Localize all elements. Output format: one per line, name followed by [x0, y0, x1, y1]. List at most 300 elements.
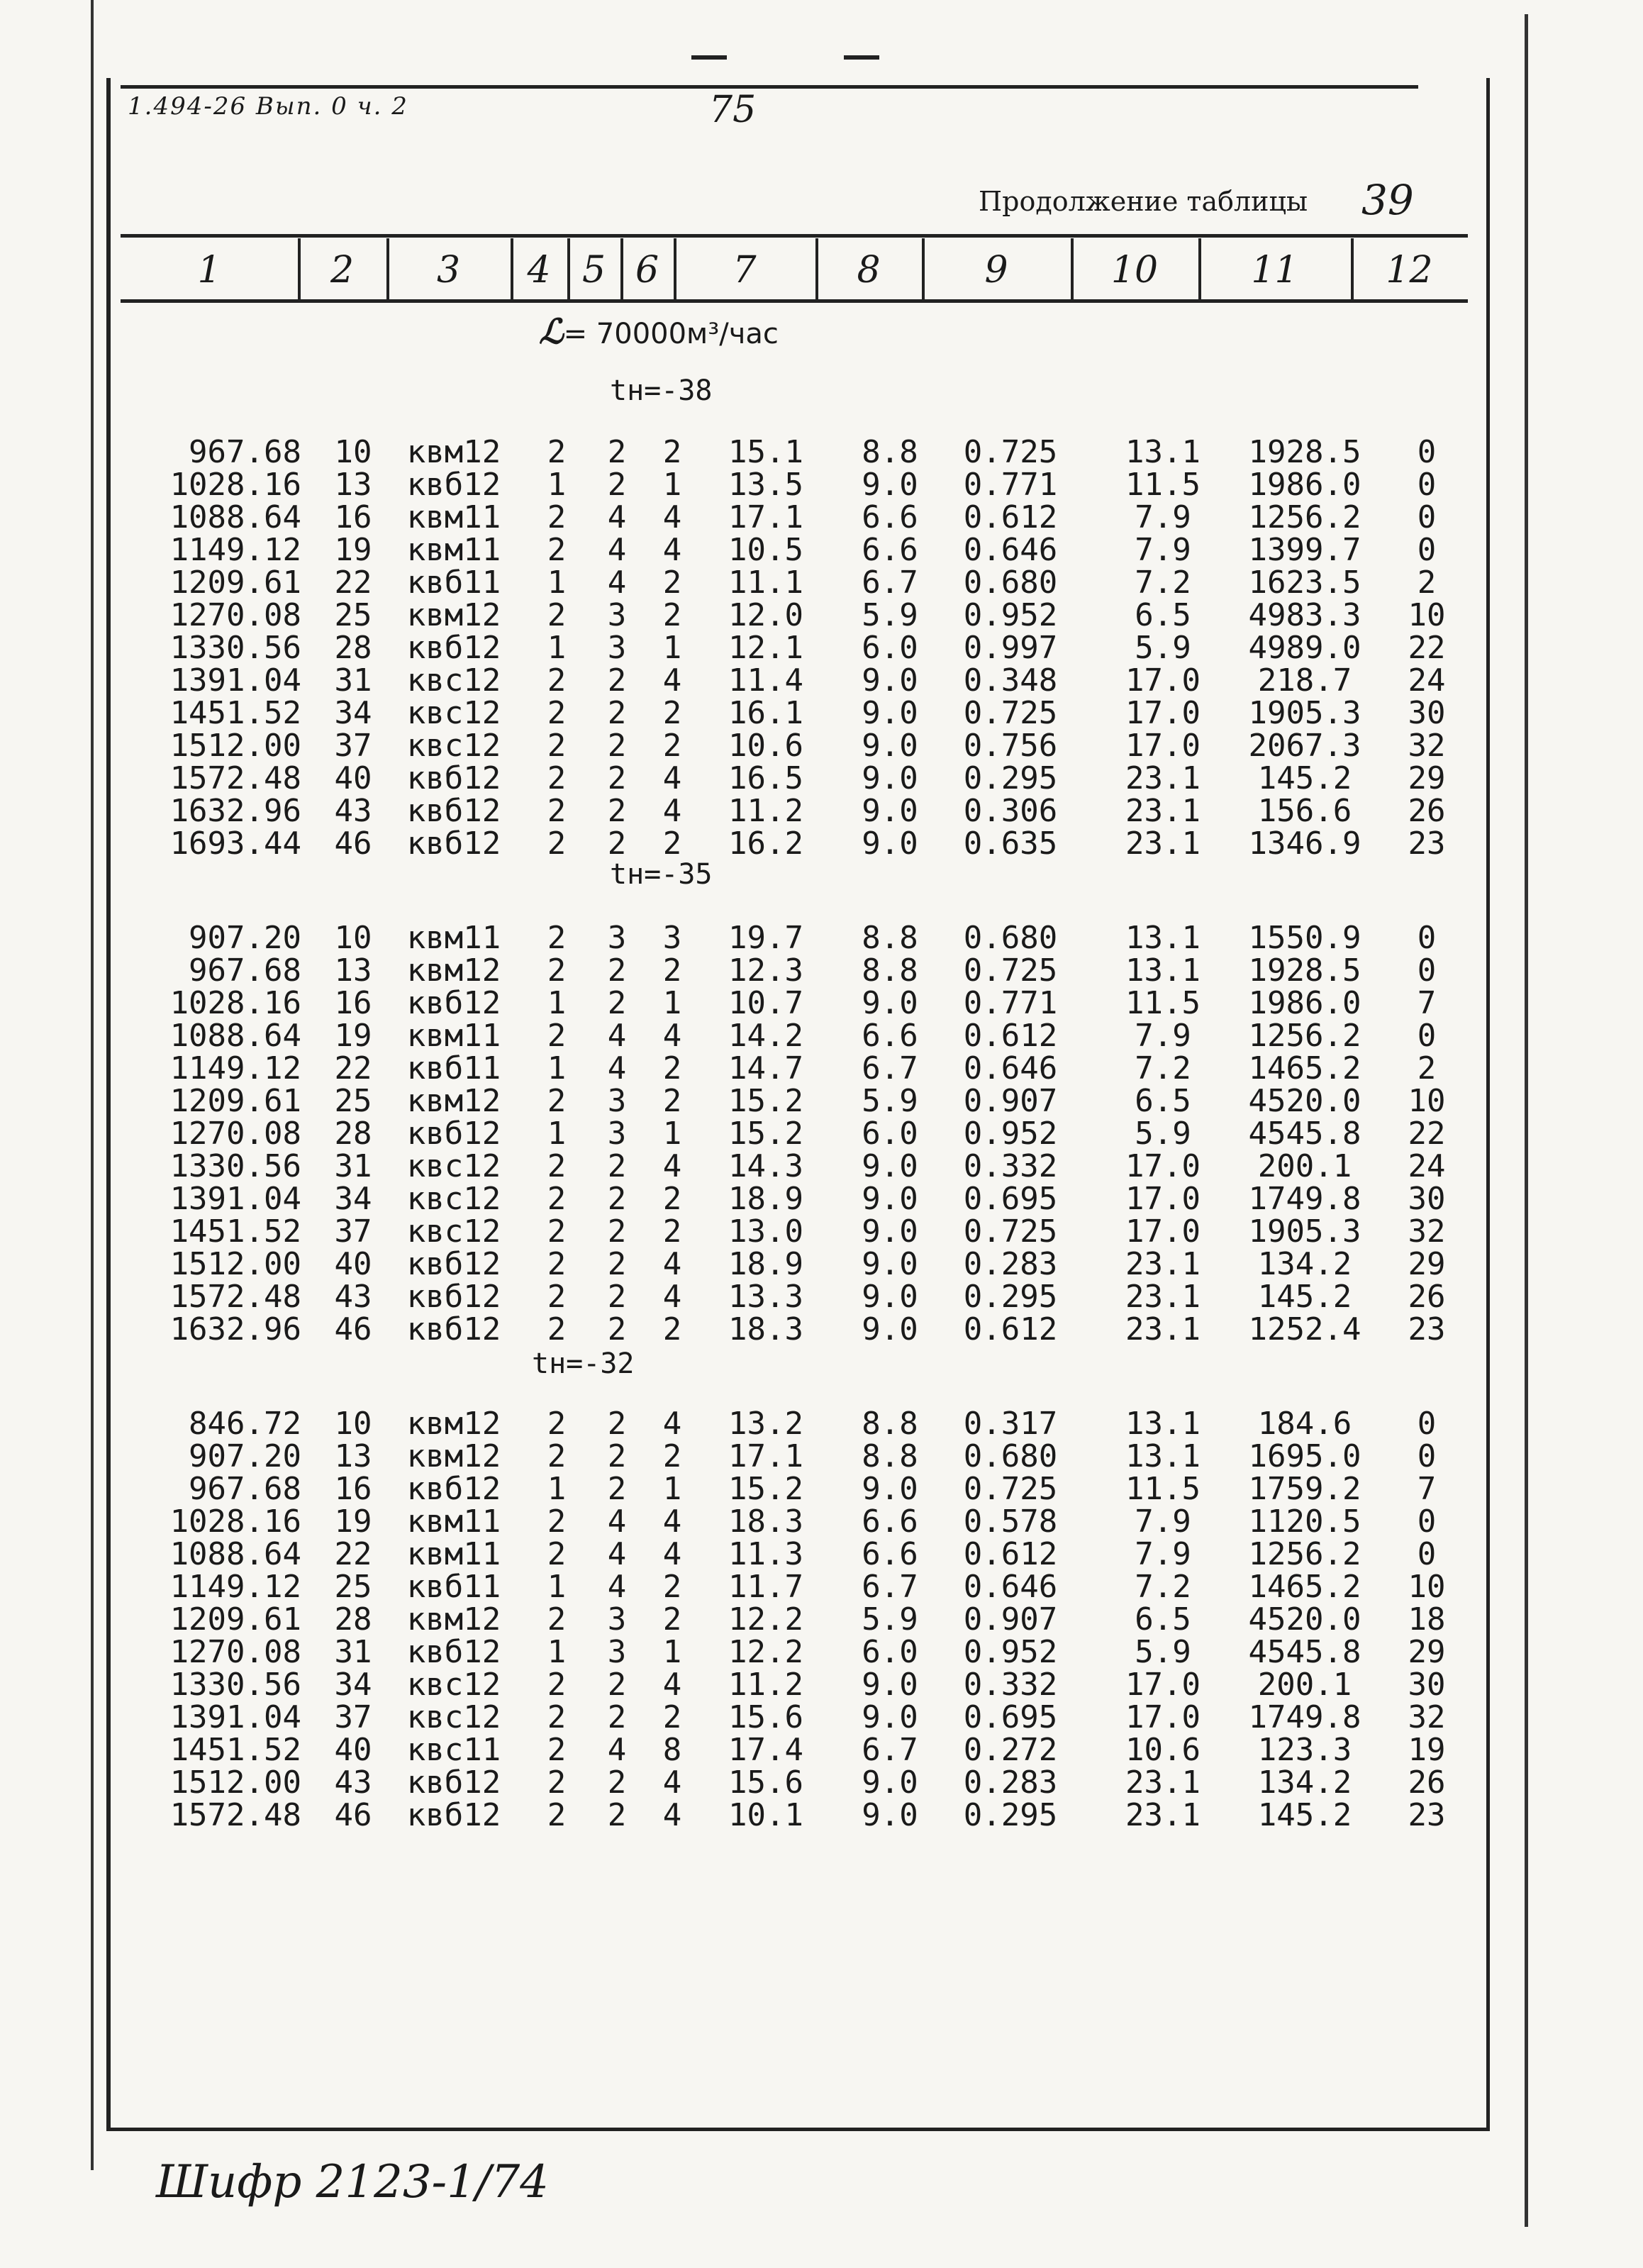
table-cell: квм11	[406, 1503, 501, 1540]
table-cell: 6.6	[862, 1536, 918, 1572]
table-cell: 2	[607, 1667, 627, 1703]
table-cell: 7.9	[1135, 499, 1191, 535]
table-cell: 17.4	[728, 1732, 803, 1768]
table-cell: 14.7	[728, 1050, 803, 1086]
table-cell: 0.295	[963, 1797, 1058, 1833]
table-cell: 7.9	[1135, 1018, 1191, 1054]
table-cell: 1	[547, 985, 567, 1021]
table-cell: 2	[607, 793, 627, 829]
column-divider	[1198, 238, 1201, 299]
table-cell: 9.0	[862, 1311, 918, 1347]
table-cell: 0.907	[963, 1083, 1058, 1119]
table-cell: 2	[607, 1797, 627, 1833]
column-header: 10	[1110, 249, 1159, 291]
table-cell: 2	[547, 1503, 567, 1540]
table-cell: 967.68	[189, 434, 301, 470]
table-cell: 0.646	[963, 1569, 1058, 1605]
table-cell: 2	[607, 1311, 627, 1347]
table-row	[0, 922, 1643, 955]
table-cell: квб12	[406, 760, 501, 796]
table-cell: 6.7	[862, 1569, 918, 1605]
table-cell: 13.0	[728, 1213, 803, 1250]
table-cell: 43	[334, 1764, 372, 1801]
table-cell: 1572.48	[169, 1279, 301, 1315]
table-cell: 13	[334, 952, 372, 989]
table-cell: 1512.00	[169, 1246, 301, 1282]
table-cell: 12.1	[728, 630, 803, 666]
table-cell: 2	[662, 1181, 682, 1217]
table-cell: 1	[547, 1116, 567, 1152]
table-cell: 2	[547, 434, 567, 470]
table-cell: 2	[662, 952, 682, 989]
table-cell: 1465.2	[1248, 1050, 1361, 1086]
table-cell: 2	[547, 1667, 567, 1703]
table-cell: 22	[334, 1050, 372, 1086]
column-divider	[386, 238, 389, 299]
table-cell: 967.68	[189, 952, 301, 989]
table-row	[0, 632, 1643, 665]
table-cell: 4	[607, 1732, 627, 1768]
table-cell: 8	[662, 1732, 682, 1768]
table-cell: 7.9	[1135, 1503, 1191, 1540]
table-cell: 1256.2	[1248, 1018, 1361, 1054]
table-cell: 4545.8	[1248, 1116, 1361, 1152]
table-cell: 1632.96	[169, 1311, 301, 1347]
table-cell: 9.0	[862, 1213, 918, 1250]
table-cell: 0.695	[963, 1699, 1058, 1735]
table-cell: 11.5	[1125, 985, 1201, 1021]
table-cell: 5.9	[862, 597, 918, 633]
table-cell: 8.8	[862, 434, 918, 470]
header-rule-top	[121, 234, 1468, 238]
table-cell: 2	[547, 793, 567, 829]
page-number: 75	[709, 89, 757, 131]
column-divider	[1351, 238, 1354, 299]
table-cell: 4	[607, 565, 627, 601]
table-cell: 11.5	[1125, 1471, 1201, 1507]
table-cell: 156.6	[1257, 793, 1352, 829]
table-cell: 0.952	[963, 1634, 1058, 1670]
table-cell: 0.952	[963, 1116, 1058, 1152]
table-row	[0, 1020, 1643, 1052]
table-cell: 2	[547, 1764, 567, 1801]
table-cell: 13.1	[1125, 1406, 1201, 1442]
table-cell: 4	[607, 499, 627, 535]
table-cell: 1759.2	[1248, 1471, 1361, 1507]
table-cell: 0.725	[963, 434, 1058, 470]
table-cell: квм12	[406, 1406, 501, 1442]
table-cell: 2	[547, 662, 567, 699]
table-cell: 1928.5	[1248, 952, 1361, 989]
column-header: 6	[635, 249, 659, 291]
table-cell: 2	[547, 1279, 567, 1315]
table-cell: 2	[607, 1438, 627, 1474]
table-cell: 6.6	[862, 532, 918, 568]
table-cell: 3	[607, 920, 627, 956]
table-row	[0, 1440, 1643, 1473]
table-cell: квб12	[406, 826, 501, 862]
table-row	[0, 1636, 1643, 1669]
table-row	[0, 1213, 1643, 1250]
table-cell: квм11	[406, 1536, 501, 1572]
table-cell: 4983.3	[1248, 597, 1361, 633]
table-cell: 1	[547, 1471, 567, 1507]
table-cell: 7.9	[1135, 532, 1191, 568]
table-cell: 0.680	[963, 1438, 1058, 1474]
table-cell: 46	[334, 826, 372, 862]
table-cell: 2	[547, 1311, 567, 1347]
table-row	[0, 599, 1643, 632]
table-cell: 26	[1408, 793, 1446, 829]
section-rows	[0, 436, 1643, 860]
table-cell: 1270.08	[169, 1116, 301, 1152]
table-cell: 28	[334, 1601, 372, 1638]
table-cell: 30	[1408, 1667, 1446, 1703]
table-cell: 1986.0	[1248, 467, 1361, 503]
table-cell: 145.2	[1257, 1279, 1352, 1315]
table-row	[0, 1764, 1643, 1801]
table-cell: 11.2	[728, 1667, 803, 1703]
table-cell: 4	[662, 1406, 682, 1442]
table-cell: квм12	[406, 1083, 501, 1119]
table-cell: 2	[547, 1536, 567, 1572]
table-cell: 1623.5	[1248, 565, 1361, 601]
table-cell: 0.725	[963, 952, 1058, 989]
table-cell: 34	[334, 1667, 372, 1703]
table-cell: 4520.0	[1248, 1601, 1361, 1638]
table-cell: 2	[607, 1764, 627, 1801]
table-cell: 123.3	[1257, 1732, 1352, 1768]
table-cell: 13	[334, 1438, 372, 1474]
table-cell: 0	[1417, 920, 1437, 956]
table-cell: 13.1	[1125, 952, 1201, 989]
table-cell: 1986.0	[1248, 985, 1361, 1021]
table-cell: 4	[662, 1503, 682, 1540]
table-cell: 0.756	[963, 728, 1058, 764]
section-rows	[0, 922, 1643, 1346]
table-cell: 18.3	[728, 1311, 803, 1347]
table-row	[0, 469, 1643, 501]
table-cell: квм11	[406, 499, 501, 535]
table-cell: 15.1	[728, 434, 803, 470]
table-cell: квм12	[406, 1601, 501, 1638]
table-cell: 1256.2	[1248, 499, 1361, 535]
table-cell: 25	[334, 1569, 372, 1605]
table-cell: 0.725	[963, 1471, 1058, 1507]
table-cell: 10.6	[1125, 1732, 1201, 1768]
table-cell: 1270.08	[169, 597, 301, 633]
table-cell: 17.0	[1125, 662, 1201, 699]
table-cell: 11.2	[728, 793, 803, 829]
table-cell: 0	[1417, 1536, 1437, 1572]
table-cell: 10.6	[728, 728, 803, 764]
table-cell: квс11	[406, 1732, 501, 1768]
table-cell: 1	[662, 1634, 682, 1670]
table-cell: 2	[662, 1699, 682, 1735]
table-cell: 2	[547, 760, 567, 796]
table-cell: 37	[334, 728, 372, 764]
table-cell: 5.9	[862, 1083, 918, 1119]
table-cell: 0.680	[963, 565, 1058, 601]
column-divider	[511, 238, 513, 299]
table-cell: квс12	[406, 1667, 501, 1703]
table-cell: 14.3	[728, 1148, 803, 1184]
table-cell: 9.0	[862, 467, 918, 503]
table-cell: 1465.2	[1248, 1569, 1361, 1605]
column-divider	[674, 238, 676, 299]
table-cell: 18.9	[728, 1181, 803, 1217]
table-cell: 2	[607, 1279, 627, 1315]
table-cell: 43	[334, 793, 372, 829]
table-cell: 6.0	[862, 1634, 918, 1670]
table-cell: квб12	[406, 793, 501, 829]
table-cell: 0.612	[963, 499, 1058, 535]
table-cell: 28	[334, 1116, 372, 1152]
table-cell: квм11	[406, 920, 501, 956]
table-row	[0, 1473, 1643, 1506]
table-cell: 9.0	[862, 1667, 918, 1703]
table-cell: 2	[547, 1438, 567, 1474]
table-cell: 4	[607, 1536, 627, 1572]
table-cell: 2	[547, 1018, 567, 1054]
table-cell: 1905.3	[1248, 695, 1361, 731]
table-cell: 1	[547, 565, 567, 601]
table-cell: 16	[334, 499, 372, 535]
table-cell: 2	[607, 728, 627, 764]
table-cell: 10	[334, 434, 372, 470]
table-cell: 1028.16	[169, 1503, 301, 1540]
table-cell: 0	[1417, 532, 1437, 568]
section-title: tн=-35	[610, 858, 713, 891]
table-cell: 2	[547, 1083, 567, 1119]
cipher-footer: Шифр 2123-1/74	[156, 2156, 549, 2208]
table-cell: 13	[334, 467, 372, 503]
table-cell: квб12	[406, 1279, 501, 1315]
table-cell: 10	[1408, 1083, 1446, 1119]
table-cell: 1028.16	[169, 985, 301, 1021]
table-cell: квб12	[406, 1797, 501, 1833]
table-cell: 1252.4	[1248, 1311, 1361, 1347]
table-cell: 12.2	[728, 1601, 803, 1638]
table-cell: 0	[1417, 1406, 1437, 1442]
table-cell: 11.1	[728, 565, 803, 601]
table-cell: 1	[547, 467, 567, 503]
table-cell: 1	[547, 1634, 567, 1670]
table-cell: квб12	[406, 630, 501, 666]
table-cell: 1391.04	[169, 1181, 301, 1217]
table-cell: 2	[547, 1699, 567, 1735]
table-cell: 2	[662, 728, 682, 764]
table-row	[0, 1701, 1643, 1734]
table-row	[0, 501, 1643, 534]
table-cell: 3	[607, 1083, 627, 1119]
table-cell: 1905.3	[1248, 1213, 1361, 1250]
table-cell: 9.0	[862, 1699, 918, 1735]
table-cell: 0.646	[963, 532, 1058, 568]
table-cell: 17.0	[1125, 695, 1201, 731]
table-cell: 8.8	[862, 1406, 918, 1442]
table-cell: 184.6	[1257, 1406, 1352, 1442]
column-divider	[1071, 238, 1074, 299]
table-cell: 13.5	[728, 467, 803, 503]
table-cell: 4	[662, 1797, 682, 1833]
table-cell: 6.6	[862, 499, 918, 535]
table-cell: 15.2	[728, 1116, 803, 1152]
table-cell: 46	[334, 1797, 372, 1833]
table-cell: 1451.52	[169, 1732, 301, 1768]
table-cell: 19	[1408, 1732, 1446, 1768]
table-cell: 9.0	[862, 662, 918, 699]
table-cell: 2	[607, 760, 627, 796]
column-divider	[815, 238, 818, 299]
table-cell: 7.9	[1135, 1536, 1191, 1572]
table-cell: 2	[662, 597, 682, 633]
table-cell: 6.5	[1135, 1601, 1191, 1638]
table-cell: 2	[547, 1732, 567, 1768]
table-cell: 32	[1408, 728, 1446, 764]
table-cell: 907.20	[189, 1438, 301, 1474]
table-cell: 9.0	[862, 1471, 918, 1507]
table-cell: 3	[607, 597, 627, 633]
table-cell: 11.3	[728, 1536, 803, 1572]
table-cell: 1088.64	[169, 1018, 301, 1054]
table-cell: 22	[334, 1536, 372, 1572]
table-cell: 6.7	[862, 1050, 918, 1086]
table-cell: 30	[1408, 1181, 1446, 1217]
table-cell: 2	[547, 1601, 567, 1638]
table-cell: 2	[547, 1148, 567, 1184]
table-cell: 24	[1408, 1148, 1446, 1184]
table-cell: 1	[662, 985, 682, 1021]
table-cell: 200.1	[1257, 1148, 1352, 1184]
table-cell: 4	[662, 1764, 682, 1801]
table-cell: квб12	[406, 1116, 501, 1152]
table-cell: 2	[607, 1406, 627, 1442]
table-cell: 16.1	[728, 695, 803, 731]
table-cell: 2	[547, 1246, 567, 1282]
table-row	[0, 1183, 1643, 1216]
table-cell: 2	[607, 1246, 627, 1282]
table-cell: 23.1	[1125, 1279, 1201, 1315]
table-cell: 4545.8	[1248, 1634, 1361, 1670]
table-cell: 1928.5	[1248, 434, 1361, 470]
table-cell: 0.695	[963, 1181, 1058, 1217]
table-cell: 1028.16	[169, 467, 301, 503]
table-cell: квм11	[406, 1018, 501, 1054]
table-row	[0, 1085, 1643, 1118]
table-cell: 13.1	[1125, 434, 1201, 470]
table-cell: 0.771	[963, 467, 1058, 503]
table-cell: 17.0	[1125, 1699, 1201, 1735]
flow-symbol: ℒ	[539, 312, 564, 352]
table-cell: 2	[547, 499, 567, 535]
table-cell: 5.9	[1135, 1116, 1191, 1152]
table-cell: 2	[607, 434, 627, 470]
table-cell: 8.8	[862, 1438, 918, 1474]
table-cell: 1693.44	[169, 826, 301, 862]
table-cell: 2	[662, 1050, 682, 1086]
table-cell: 29	[1408, 1634, 1446, 1670]
table-cell: 10.5	[728, 532, 803, 568]
column-divider	[922, 238, 925, 299]
table-cell: 0.725	[963, 1213, 1058, 1250]
table-cell: 4	[662, 1279, 682, 1315]
table-cell: 16.5	[728, 760, 803, 796]
table-cell: 1391.04	[169, 1699, 301, 1735]
table-cell: 18.3	[728, 1503, 803, 1540]
continuation-label: Продолжение таблицы	[979, 186, 1308, 217]
table-cell: 1	[662, 1116, 682, 1152]
table-cell: 16	[334, 1471, 372, 1507]
table-cell: 0.295	[963, 760, 1058, 796]
table-cell: 17.0	[1125, 1148, 1201, 1184]
column-header: 8	[857, 249, 881, 291]
table-cell: 0	[1417, 1438, 1437, 1474]
table-cell: 0.952	[963, 597, 1058, 633]
table-cell: 200.1	[1257, 1667, 1352, 1703]
table-cell: 1	[547, 1569, 567, 1605]
table-cell: 2	[662, 1311, 682, 1347]
table-cell: квс12	[406, 1213, 501, 1250]
table-cell: 15.6	[728, 1699, 803, 1735]
table-cell: 2	[547, 728, 567, 764]
table-cell: 22	[334, 565, 372, 601]
table-cell: 2	[547, 1797, 567, 1833]
table-cell: 4	[607, 1569, 627, 1605]
column-header: 9	[984, 249, 1008, 291]
table-cell: 2	[547, 826, 567, 862]
table-cell: 4	[607, 1018, 627, 1054]
table-cell: 1512.00	[169, 728, 301, 764]
table-cell: 0.612	[963, 1311, 1058, 1347]
table-cell: 15.2	[728, 1471, 803, 1507]
table-cell: 9.0	[862, 695, 918, 731]
table-cell: 2	[662, 1083, 682, 1119]
table-cell: квб12	[406, 1634, 501, 1670]
table-cell: 23	[1408, 1797, 1446, 1833]
table-row	[0, 1313, 1643, 1346]
table-cell: 1088.64	[169, 499, 301, 535]
table-cell: 1749.8	[1248, 1181, 1361, 1217]
table-row	[0, 697, 1643, 730]
table-row	[0, 828, 1643, 860]
table-row	[0, 1669, 1643, 1701]
table-cell: 1451.52	[169, 695, 301, 731]
table-cell: 9.0	[862, 728, 918, 764]
table-row	[0, 1118, 1643, 1150]
table-cell: 9.0	[862, 1148, 918, 1184]
table-cell: 17.1	[728, 499, 803, 535]
table-cell: 2	[607, 1148, 627, 1184]
table-cell: квм12	[406, 1438, 501, 1474]
table-cell: квс12	[406, 695, 501, 731]
table-cell: 32	[1408, 1699, 1446, 1735]
table-cell: квб11	[406, 1569, 501, 1605]
table-cell: 23.1	[1125, 826, 1201, 862]
table-cell: 6.6	[862, 1018, 918, 1054]
table-cell: 0.332	[963, 1667, 1058, 1703]
top-mark	[844, 55, 879, 60]
table-cell: 2	[547, 1406, 567, 1442]
table-cell: 2	[547, 597, 567, 633]
table-cell: квм12	[406, 952, 501, 989]
table-cell: 28	[334, 630, 372, 666]
table-cell: 25	[334, 1083, 372, 1119]
table-cell: 4	[662, 1536, 682, 1572]
table-cell: 13.2	[728, 1406, 803, 1442]
table-cell: 46	[334, 1311, 372, 1347]
table-cell: 31	[334, 662, 372, 699]
